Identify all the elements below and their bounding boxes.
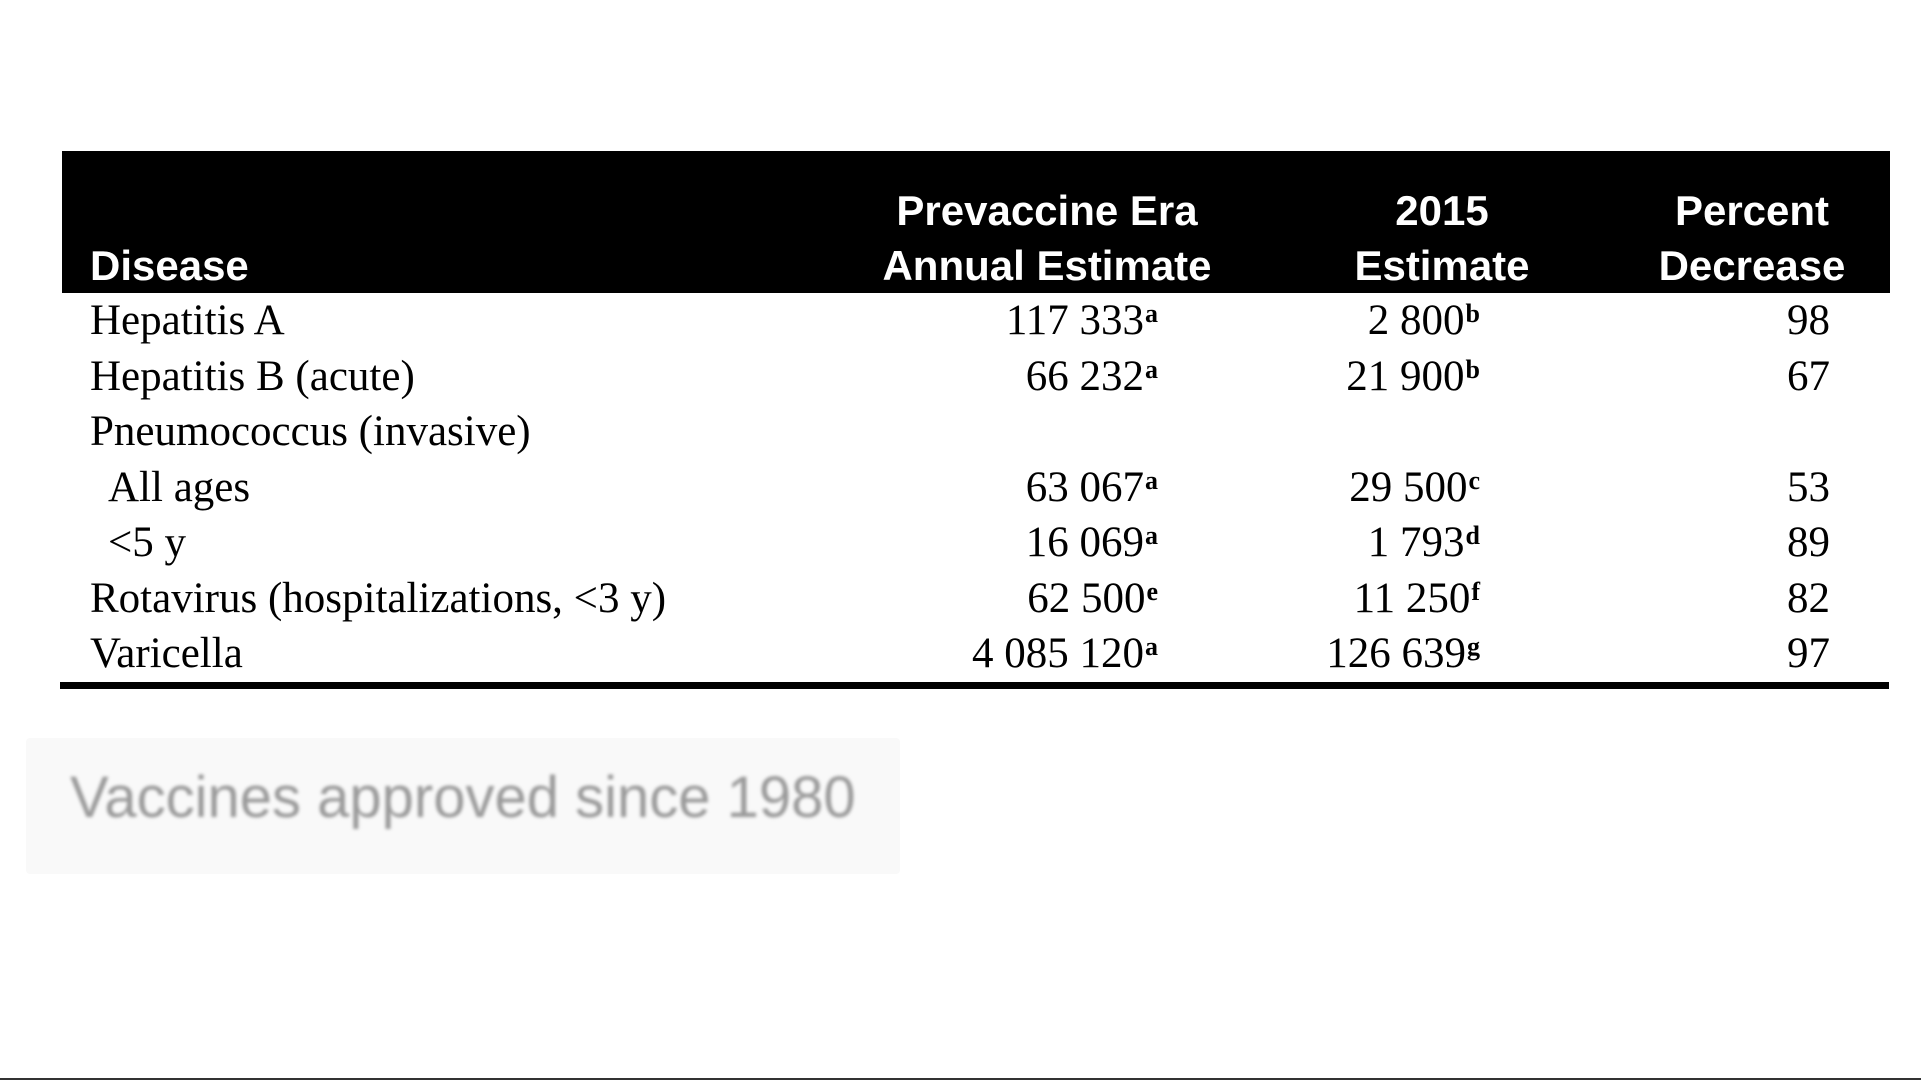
footnote-marker: a (1145, 354, 1158, 384)
disease-cell: Hepatitis A (90, 297, 285, 344)
table-row (62, 349, 1890, 405)
disease-cell: Pneumococcus (invasive) (90, 408, 531, 455)
disease-cell: <5 y (108, 519, 187, 566)
footnote-marker: b (1465, 354, 1480, 384)
estimate-2015-cell: 1 793$^d$ (1367, 519, 1480, 566)
table-row (62, 293, 1890, 349)
estimate-2015-cell (1479, 404, 1480, 465)
table-row (62, 460, 1890, 516)
header-prevaccine-estimate: Prevaccine Era Annual Estimate (882, 187, 1212, 289)
footnote-marker: a (1145, 521, 1158, 550)
percent-decrease-cell: 53 (1787, 463, 1830, 511)
prevaccine-estimate-cell: 16 069$^a$ (1025, 519, 1158, 566)
prevaccine-estimate-cell: 66 232$^a$ (1025, 352, 1158, 400)
footnote-marker: c (1468, 465, 1480, 495)
table-row (62, 404, 1890, 460)
estimate-2015-cell: 21 900$^b$ (1346, 352, 1480, 400)
prevaccine-estimate-cell (1157, 404, 1158, 465)
header-disease: Disease (90, 242, 249, 289)
vaccine-impact-table (62, 151, 1890, 689)
footnote-marker: e (1146, 576, 1158, 606)
prevaccine-estimate-cell: 62 500e (1027, 574, 1158, 622)
footnote-marker: a (1145, 299, 1158, 328)
table-header (62, 151, 1890, 293)
estimate-2015-cell: 126 639$^g$ (1326, 630, 1480, 677)
table-row (62, 626, 1890, 682)
disease-cell: Varicella (90, 630, 243, 677)
caption-box (26, 738, 900, 874)
prevaccine-estimate-cell: 4 085 120$^a$ (972, 630, 1158, 677)
percent-decrease-cell: 82 (1787, 574, 1830, 622)
footnote-marker: a (1145, 632, 1158, 661)
estimate-2015-cell: 29 500$^c$ (1349, 463, 1480, 511)
header-2015-estimate: 2015 Estimate (1354, 187, 1530, 289)
disease-cell: All ages (108, 463, 251, 511)
bottom-border-line (0, 1078, 1921, 1080)
percent-decrease-cell: 67 (1787, 352, 1830, 400)
percent-decrease-cell: 98 (1787, 297, 1830, 344)
footnote-marker: d (1465, 521, 1480, 550)
prevaccine-estimate-cell: 63 067$^a$ (1025, 463, 1158, 511)
disease-cell: Rotavirus (hospitalizations, <3 y) (90, 574, 667, 622)
footnote-marker: f (1471, 576, 1480, 606)
caption-text: Vaccines approved since 1980 (70, 765, 856, 830)
header-percent-decrease: Percent Decrease (1658, 187, 1846, 289)
estimate-2015-cell: 2 800$^b$ (1367, 297, 1480, 344)
percent-decrease-cell: 89 (1787, 519, 1830, 566)
footnote-marker: g (1467, 632, 1480, 661)
footnote-marker: a (1145, 465, 1158, 495)
table-row (62, 571, 1890, 627)
table-body (62, 293, 1890, 682)
percent-decrease-cell: 97 (1787, 630, 1830, 677)
disease-cell: Hepatitis B (acute) (90, 352, 415, 400)
prevaccine-estimate-cell: 117 333$^a$ (1005, 297, 1158, 344)
table-row (62, 515, 1890, 571)
estimate-2015-cell: 11 250$^f$ (1353, 574, 1480, 622)
footnote-marker: b (1465, 299, 1480, 328)
